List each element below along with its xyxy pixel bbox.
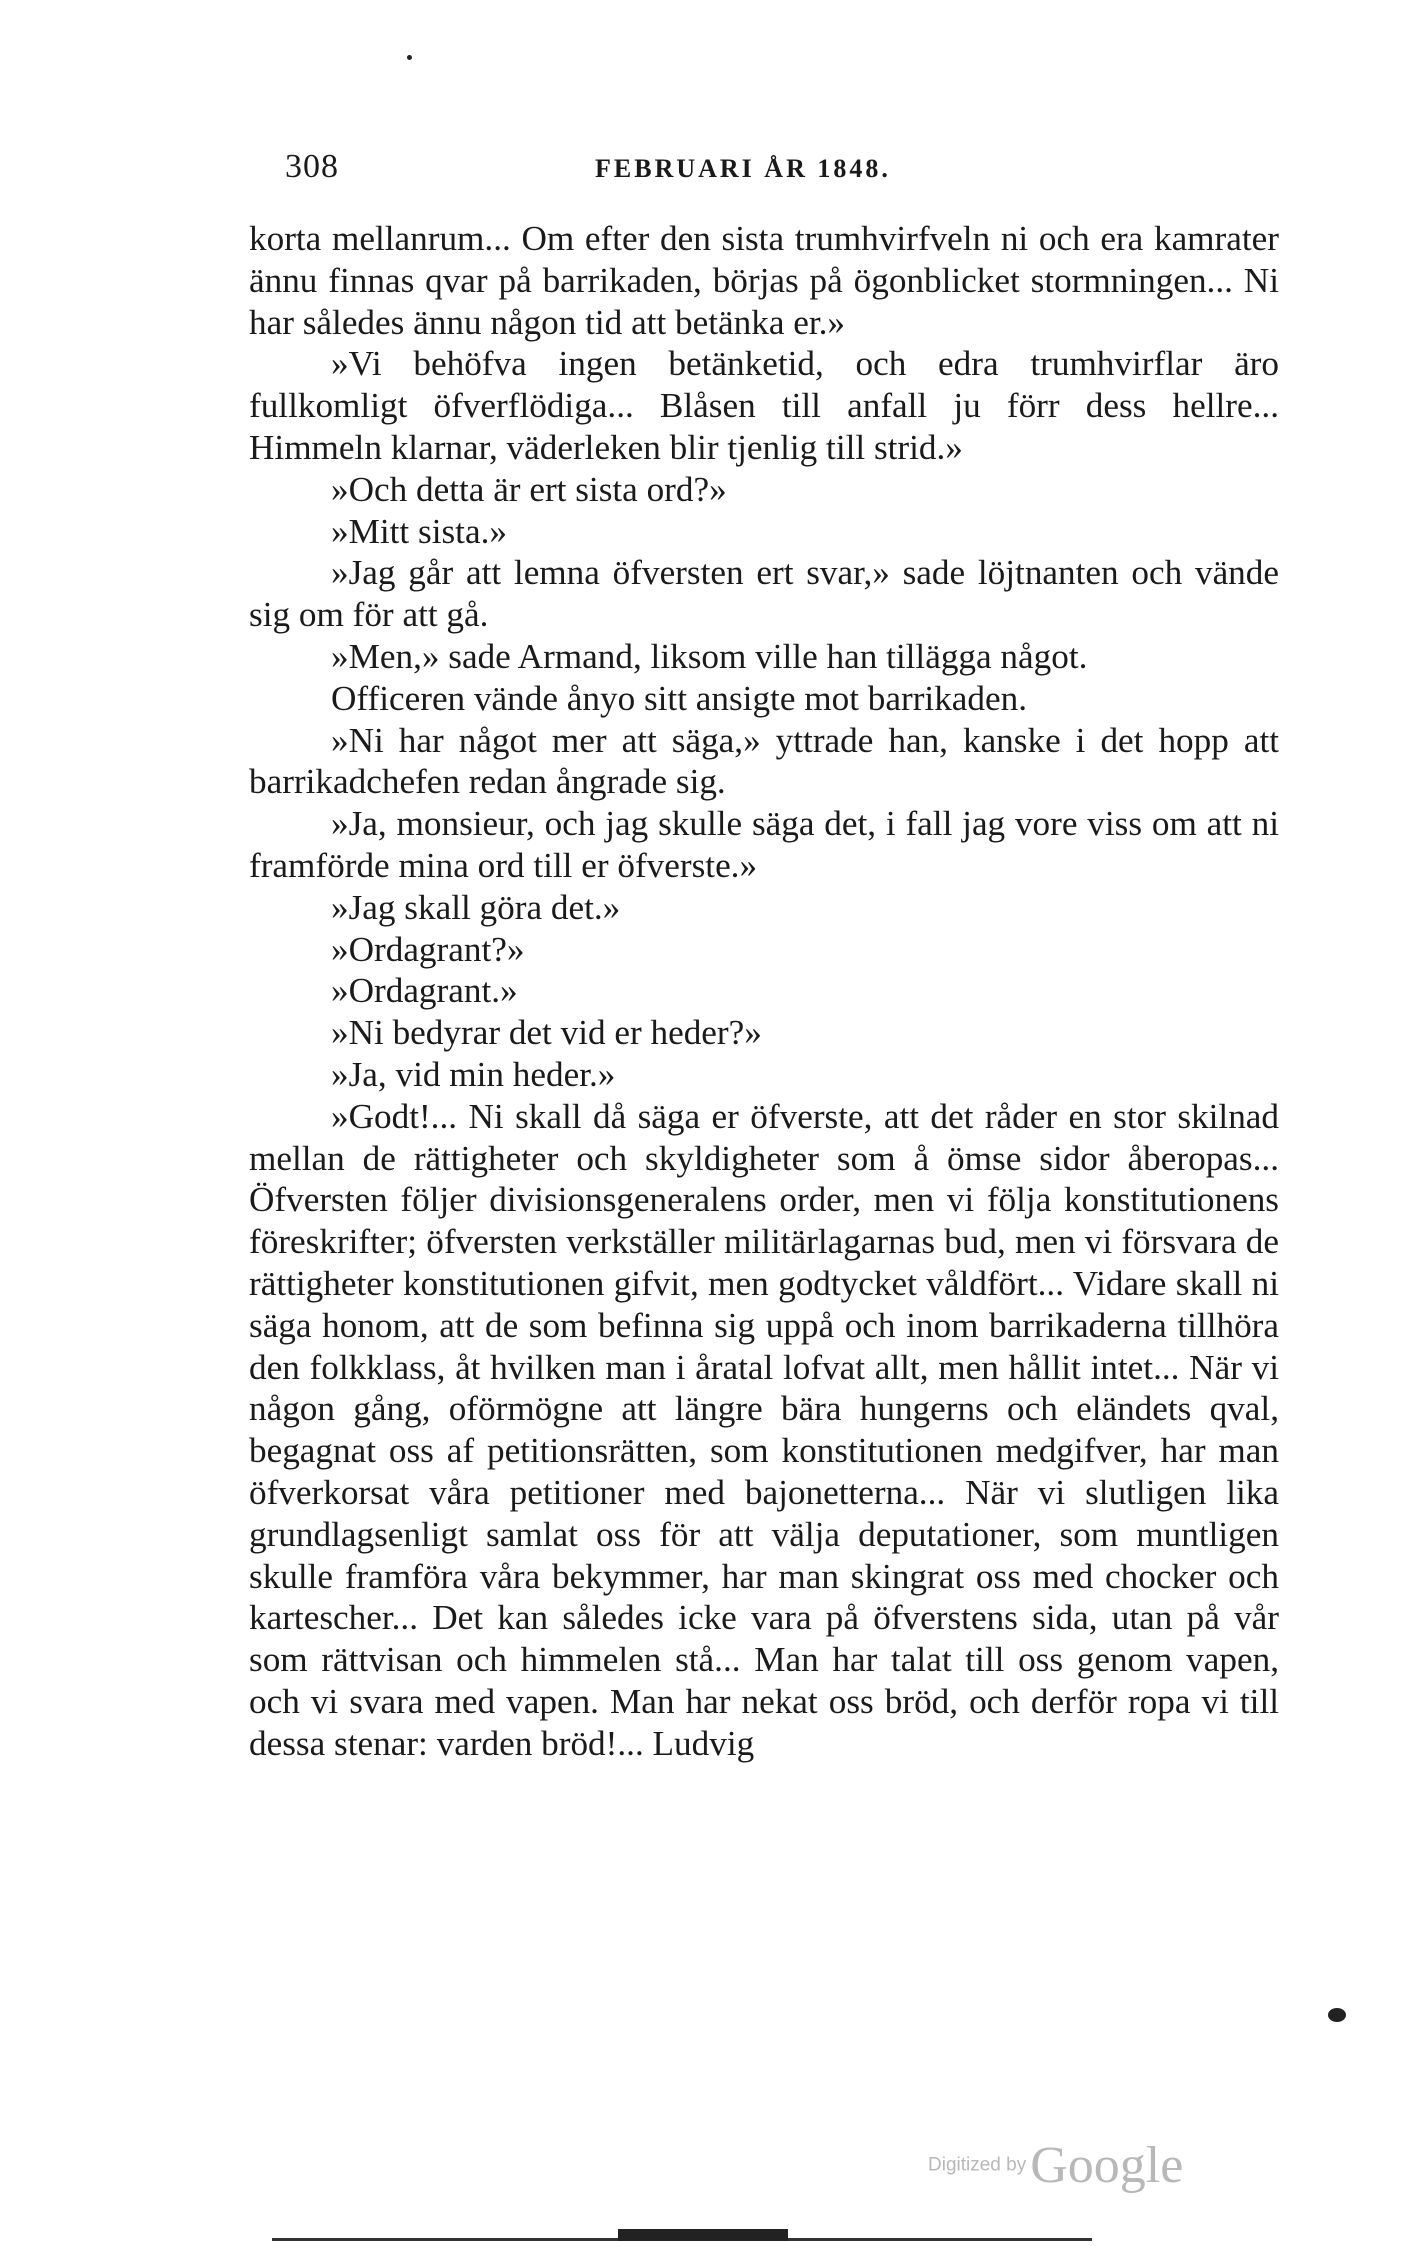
paragraph: »Ni har något mer att säga,» yttrade han, kanske i det hopp att barrikadchefen redan ångrade sig. bbox=[249, 720, 1279, 802]
paragraph: »Jag går att lemna öfversten ert svar,» sade löjtnanten och vände sig om för att gå. bbox=[249, 553, 1279, 635]
page-header bbox=[285, 148, 1265, 198]
scan-bottom-bar bbox=[618, 2229, 788, 2241]
paragraph: »Ordagrant.» bbox=[331, 971, 518, 1011]
watermark-small-text: Digitized by bbox=[928, 2154, 1027, 2176]
body-text bbox=[249, 218, 1279, 1764]
paragraph: »Ja, vid min heder.» bbox=[331, 1054, 616, 1094]
digitized-by-google-watermark bbox=[928, 2136, 1183, 2195]
paragraph: »Ordagrant?» bbox=[331, 929, 525, 969]
paragraph: korta mellanrum... Om efter den sista trumhvirfveln ni och era kamrater ännu finnas qvar på barrikaden, börjas på ögonblicket stormningen... Ni har således ännu någon tid att betänka er.» bbox=[249, 219, 1279, 342]
paragraph: Officeren vände ånyo sitt ansigte mot barrikaden. bbox=[331, 678, 1028, 718]
paragraph: »Godt!... Ni skall då säga er öfverste, att det råder en stor skilnad mellan de rättigheter och skyldigheter som å ömse sidor åberopas... Öfversten följer divisionsgeneralens order, men vi följa konstitutionens föreskrifter; öfversten verkställer militärlagarnas bud, men vi försvara de rättigheter konstitutionen gifvit, men godtycket våldfört... Vidare skall ni säga honom, att de som befinna sig uppå och inom barrikaderna tillhöra den folkklass, åt hvilken man i åratal lofvat allt, men hållit intet... När vi någon gång, oförmögne att längre bära hungerns och eländets qval, begagnat oss af petitionsrätten, som konstitutionen medgifver, har man öfverkorsat våra petitioner med bajonetterna... När vi slutligen lika grundlagsenligt samlat oss för att välja deputationer, som muntligen skulle framföra våra bekymmer, har man skingrat oss med chocker och kartescher... Det kan således icke vara på öfverstens sida, utan på vår som rättvisan och himmelen stå... Man har talat till oss genom vapen, och vi svara med vapen. Man har nekat oss bröd, och derför ropa vi till dessa stenar: varden bröd!... Ludvig bbox=[249, 1096, 1279, 1763]
paragraph: »Vi behöfva ingen betänketid, och edra trumhvirflar äro fullkomligt öfverflödiga... Blåsen till anfall ju förr dess hellre... Himmeln klarnar, väderleken blir tjenlig till strid.» bbox=[249, 344, 1279, 467]
ink-speck bbox=[407, 55, 412, 60]
page-number: 308 bbox=[285, 148, 339, 185]
ink-speck bbox=[1328, 2008, 1346, 2022]
paragraph: »Och detta är ert sista ord?» bbox=[331, 469, 727, 509]
paragraph: »Jag skall göra det.» bbox=[331, 887, 621, 927]
running-head: FEBRUARI ÅR 1848. bbox=[595, 154, 891, 183]
paragraph: »Men,» sade Armand, liksom ville han tillägga något. bbox=[331, 636, 1088, 676]
paragraph: »Mitt sista.» bbox=[331, 511, 507, 551]
paragraph: »Ja, monsieur, och jag skulle säga det, i fall jag vore viss om att ni framförde mina ord till er öfverste.» bbox=[249, 804, 1279, 885]
paragraph: »Ni bedyrar det vid er heder?» bbox=[331, 1013, 762, 1053]
watermark-logo-text: Google bbox=[1030, 2137, 1184, 2194]
